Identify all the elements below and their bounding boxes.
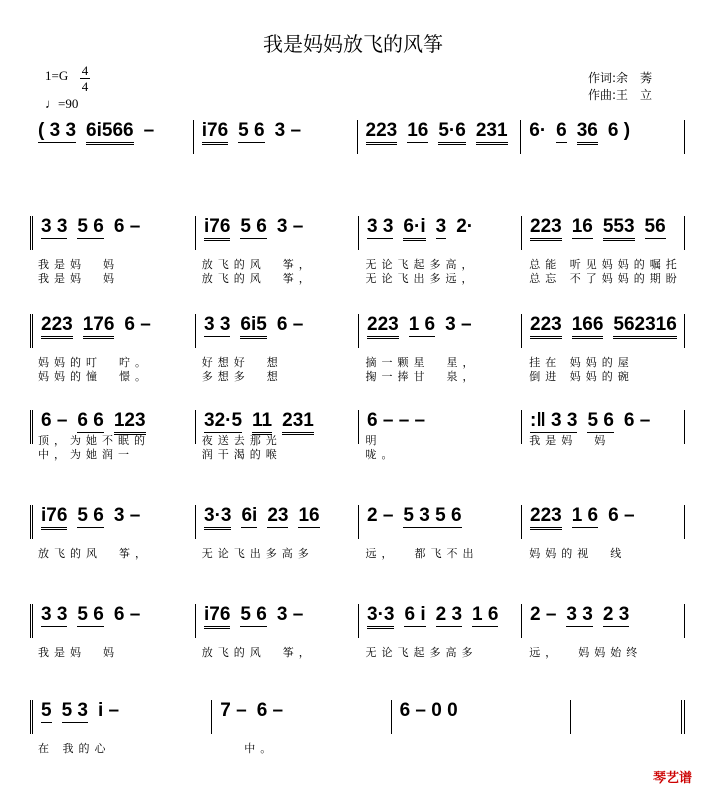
measure <box>196 505 359 539</box>
ts-top: 4 <box>81 63 89 78</box>
note-group: 32·5 <box>204 410 243 431</box>
note-group: 3 3 <box>367 216 394 237</box>
lyric-segment: 无论飞出多高多 <box>201 547 314 560</box>
lyric-segment: 无论飞起多高， <box>365 258 478 271</box>
song-title: 我是妈妈放飞的风筝 <box>263 32 443 56</box>
note-group: i76 <box>202 120 228 145</box>
note-group: ( 3 3 <box>38 120 77 141</box>
note-group: 6 – <box>113 216 141 237</box>
quarter-note-icon: ♩ <box>45 96 58 111</box>
note-group: i76 <box>41 505 67 530</box>
staff-line <box>30 314 685 348</box>
note-group: 23 <box>267 505 289 526</box>
staff-line <box>30 120 685 154</box>
note-group: 5 6 <box>240 216 267 237</box>
lyric-segment: 我是妈 妈 <box>38 646 119 659</box>
measure <box>359 314 522 348</box>
lyric-line <box>30 545 685 561</box>
note-group: 6 – <box>41 410 68 431</box>
note-group: 5 6 <box>238 120 265 141</box>
note-group: 5 6 <box>77 216 104 237</box>
lyric-segment: 挂在 妈妈的屋 <box>529 356 634 369</box>
note-group: 1 6 <box>472 604 499 625</box>
lyric-segment: 掬一捧甘 泉， <box>365 370 479 383</box>
note-group: 3·3 <box>367 604 394 629</box>
measure <box>521 120 685 154</box>
note-group: 6 – <box>113 604 141 625</box>
note-group: 3 3 <box>41 604 68 625</box>
note-group: 223 <box>366 120 398 145</box>
measure <box>358 120 522 154</box>
lyric-segment: 放飞的风 筝， <box>201 272 315 285</box>
lyricist: 作词:余 莠 <box>588 71 653 85</box>
lyric-segment: 放飞的风 筝， <box>201 258 315 271</box>
lyric-segment: 远， 都飞不出 <box>365 547 479 560</box>
note-group: 5 6 <box>77 604 104 625</box>
note-group: 3 – <box>113 505 141 526</box>
measure <box>30 120 194 154</box>
measure <box>522 216 685 250</box>
note-group: 16 <box>298 505 320 526</box>
staff-line <box>30 216 685 250</box>
note-group: 5·6 <box>438 120 465 145</box>
note-group: 5 6 <box>77 505 104 526</box>
note-group: 6 ) <box>607 120 631 141</box>
lyric-segment <box>521 446 685 462</box>
note-group: 16 <box>571 216 593 237</box>
ts-bottom: 4 <box>81 79 89 94</box>
note-group: 6 – 0 0 <box>399 700 458 721</box>
lyric-segment: 咙。 <box>365 448 398 461</box>
note-group: 231 <box>282 410 314 435</box>
note-group: 6i566 <box>86 120 134 145</box>
note-group: 231 <box>476 120 508 145</box>
lyric-segment: 润干渴的喉 <box>201 448 282 461</box>
note-group: 5 3 5 6 <box>403 505 462 526</box>
note-group: 223 <box>530 216 562 241</box>
lyric-segment: 摘一颗星 星， <box>365 356 479 369</box>
lyric-line <box>30 740 685 756</box>
lyric-segment: 我是妈 妈 <box>38 272 119 285</box>
note-group: 3 3 <box>566 604 593 625</box>
note-group: 223 <box>530 314 562 339</box>
measure <box>196 314 359 348</box>
lyric-segment: 夜送去那光 <box>201 434 282 447</box>
measure <box>30 216 196 250</box>
note-group: 223 <box>41 314 73 339</box>
measure <box>194 120 358 154</box>
lyric-segment: 好想好 想 <box>201 356 283 369</box>
note-group: 6 i <box>404 604 426 625</box>
staff-line <box>30 604 685 638</box>
lyric-segment: 中。 <box>201 742 277 755</box>
lyric-segment: 妈妈的憧 憬。 <box>38 370 151 383</box>
note-group: 11 <box>252 410 272 435</box>
note-group: 3 3 <box>204 314 231 335</box>
note-group: 123 <box>114 410 146 435</box>
lyric-segment: 总能 听见妈妈的嘱托 <box>529 258 682 271</box>
measure <box>212 700 391 734</box>
measure <box>196 604 359 638</box>
lyric-segment: 无论飞出多远， <box>365 272 478 285</box>
note-group: 16 <box>407 120 429 141</box>
note-group: 5 6 <box>587 410 614 431</box>
time-signature <box>80 63 90 94</box>
lyric-segment: 妈妈的叮 咛。 <box>38 356 151 369</box>
note-group: 2 – <box>530 604 557 625</box>
note-group: 562316 <box>613 314 676 339</box>
note-group: 5 <box>41 700 52 721</box>
note-group: 3·3 <box>204 505 231 530</box>
note-group: i76 <box>204 604 230 629</box>
note-group: 2· <box>456 216 474 237</box>
note-group: 6 <box>556 120 567 141</box>
measure <box>522 505 685 539</box>
lyric-segment: 妈妈的视 线 <box>529 547 627 560</box>
lyric-segment: 我是妈 妈 <box>38 258 119 271</box>
tempo <box>45 96 78 112</box>
note-group: 6 – <box>256 700 284 721</box>
measure <box>571 700 685 734</box>
note-group: 223 <box>530 505 562 530</box>
lyric-segment <box>521 740 685 756</box>
measure <box>196 216 359 250</box>
note-group: 6i <box>241 505 258 526</box>
lyric-line <box>30 368 685 384</box>
note-group: 2 3 <box>435 604 463 625</box>
note-group: 6 – <box>124 314 151 335</box>
note-group: 223 <box>367 314 399 339</box>
lyric-line <box>30 644 685 660</box>
lyric-line <box>30 270 685 286</box>
tempo-value: =90 <box>58 96 79 111</box>
note-group: 6· <box>529 120 547 141</box>
note-group: 36 <box>577 120 598 145</box>
note-group: 6 – <box>276 314 304 335</box>
note-group: 5 6 <box>240 604 267 625</box>
note-group: 3 <box>435 216 447 237</box>
lyric-line <box>30 446 685 462</box>
staff-line <box>30 700 685 734</box>
note-group: 3 – <box>276 604 304 625</box>
note-group: i – <box>98 700 120 721</box>
key-signature: 1=G <box>45 68 69 83</box>
measure <box>359 604 522 638</box>
note-group: 2 – <box>367 505 394 526</box>
lyric-segment: 中，为她润一 <box>38 448 134 461</box>
note-group: 56 <box>644 216 666 237</box>
lyric-segment: 无论飞起多高多 <box>365 646 478 659</box>
note-group: 5 3 <box>61 700 88 721</box>
note-group: 6i5 <box>240 314 266 339</box>
lyric-segment: 远， 妈妈始终 <box>529 646 643 659</box>
note-group: 176 <box>83 314 115 339</box>
lyric-segment: 放飞的风 筝， <box>201 646 315 659</box>
lyric-segment: 多想多 想 <box>201 370 283 383</box>
note-group: 166 <box>572 314 604 339</box>
measure <box>359 505 522 539</box>
note-group: 3 – <box>274 120 302 141</box>
note-group: 1 6 <box>571 505 599 526</box>
lyric-segment: 放飞的风 筝， <box>38 547 151 560</box>
measure <box>30 314 196 348</box>
note-group: 3 3 <box>41 216 68 237</box>
note-group: 7 – <box>220 700 247 721</box>
measure <box>30 505 196 539</box>
lyric-segment: 我是妈 妈 <box>529 434 611 447</box>
note-group: 2 3 <box>602 604 630 625</box>
measure <box>522 314 685 348</box>
credits <box>588 70 652 104</box>
measure <box>392 700 571 734</box>
note-group: – <box>143 120 155 141</box>
measure <box>359 216 522 250</box>
staff-line <box>30 505 685 539</box>
note-group: 6 – <box>623 410 651 431</box>
lyric-segment: 倒进 妈妈的碗 <box>529 370 634 383</box>
note-group: 3 – <box>445 314 472 335</box>
lyric-segment: 总忘 不了妈妈的期盼 <box>529 272 682 285</box>
note-group: 6 – <box>608 505 635 526</box>
measure <box>522 604 685 638</box>
note-group: 3 – <box>276 216 304 237</box>
note-group: 6 6 <box>77 410 104 431</box>
note-group: 553 <box>603 216 635 241</box>
note-group: 6 – – – <box>367 410 426 431</box>
composer: 作曲:王 立 <box>588 88 653 102</box>
site-logo: 琴艺谱 <box>652 771 692 786</box>
note-group: 1 6 <box>408 314 436 335</box>
lyric-segment: 顶，为她不眠的 <box>38 434 150 447</box>
note-group: 6·i <box>403 216 425 241</box>
note-group: i76 <box>204 216 230 241</box>
lyric-segment: 明 <box>365 434 382 447</box>
lyric-segment <box>358 740 522 756</box>
note-group: :‖ 3 3 <box>530 410 578 431</box>
measure <box>30 700 212 734</box>
measure <box>30 604 196 638</box>
lyric-segment: 在 我的心 <box>38 742 111 755</box>
